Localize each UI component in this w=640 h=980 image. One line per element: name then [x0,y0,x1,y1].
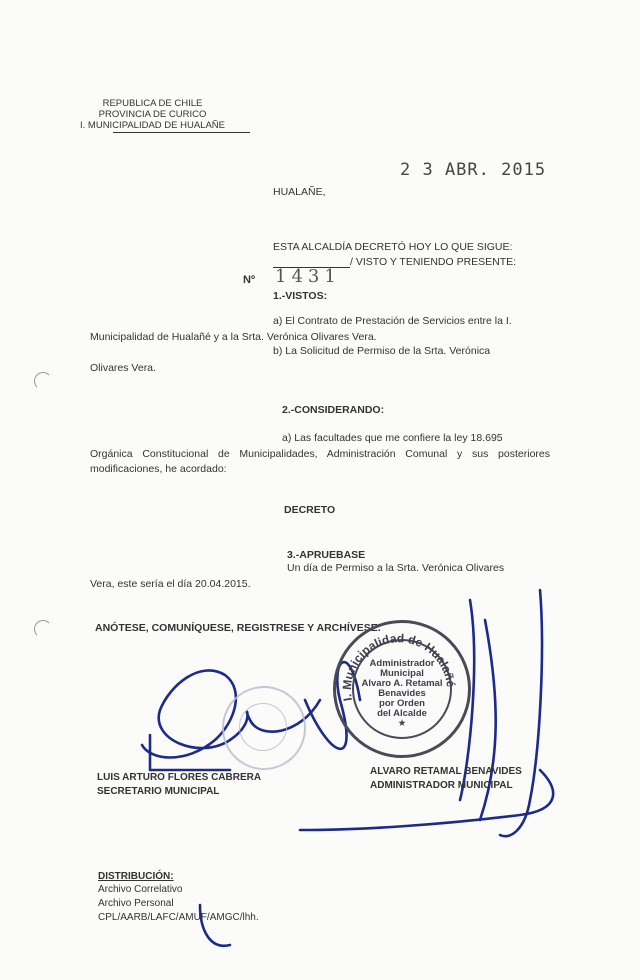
admin-stamp-ring-text: I. Municipalidad de Hualañé [339,631,458,703]
closing-formula: ANÓTESE, COMUNÍQUESE, REGISTRESE Y ARCHÍVESE. [95,622,381,634]
considerando-heading: 2.-CONSIDERANDO: [282,404,385,416]
vistos-heading: 1.-VISTOS: [273,290,328,302]
admin-stamp-line-5: por Orden [379,698,425,709]
vistos-item-a-first: a) El Contrato de Prestación de Servicios entre la I. [273,315,512,327]
secretary-title: SECRETARIO MUNICIPAL [97,786,220,797]
intro-line-2: / VISTO Y TENIENDO PRESENTE: [350,256,517,268]
distribution-item-3: CPL/AARB/LAFC/AMUF/AMGC/lhh. [98,912,259,923]
administrator-stamp [333,620,471,758]
header-province: PROVINCIA DE CURICO [98,109,207,120]
admin-stamp-line-4: Benavides [378,688,426,699]
date-stamp: 2 3 ABR. 2015 [400,160,547,180]
distribution-heading: DISTRIBUCIÓN: [98,871,174,882]
decree-number: 1431 [275,266,341,287]
admin-stamp-line-6: del Alcalde [377,708,427,719]
administrator-title: ADMINISTRADOR MUNICIPAL [370,780,513,791]
administrator-name: ALVARO RETAMAL BENAVIDES [370,766,522,777]
admin-stamp-line-3: Alvaro A. Retamal [361,678,443,689]
admin-stamp-line-1: Administrador [369,658,435,669]
secretary-name: LUIS ARTURO FLORES CABRERA [97,772,262,783]
apruebase-text-first: Un día de Permiso a la Srta. Verónica Olivares [287,562,505,574]
decreto-heading: DECRETO [284,504,336,516]
apruebase-text-rest: Vera, este sería el día 20.04.2015. [90,578,251,590]
considerando-item-a-rest: Orgánica Constitucional de Municipalidades, Administración Comunal y sus posteriores modificaciones, he acordado: [90,448,550,475]
admin-stamp-line-2: Municipal [380,668,424,679]
distribution-item-1: Archivo Correlativo [98,884,183,895]
intro-line-1: ESTA ALCALDÍA DECRETÓ HOY LO QUE SIGUE: [273,241,513,253]
vistos-item-b-first: b) La Solicitud de Permiso de la Srta. Verónica [273,345,491,357]
signatory-secretary [97,771,261,799]
signatory-administrator [370,765,522,793]
secretary-stamp [222,686,306,770]
distribution-item-2: Archivo Personal [98,898,174,909]
admin-stamp-star-icon: ★ [397,718,407,729]
vistos-item-b-rest: Olivares Vera. [90,362,156,374]
vistos-item-a-rest: Municipalidad de Hualañé y a la Srta. Verónica Olivares Vera. [90,331,377,343]
header-republic: REPUBLICA DE CHILE [102,98,203,109]
considerando-item-a-first: a) Las facultades que me confiere la ley 18.695 [282,432,503,444]
header-municipality: I. MUNICIPALIDAD DE HUALAÑE [80,120,225,131]
place-label: HUALAÑE, [273,186,326,198]
apruebase-heading: 3.-APRUEBASE [287,549,366,561]
decree-number-prefix: Nº [243,274,255,286]
